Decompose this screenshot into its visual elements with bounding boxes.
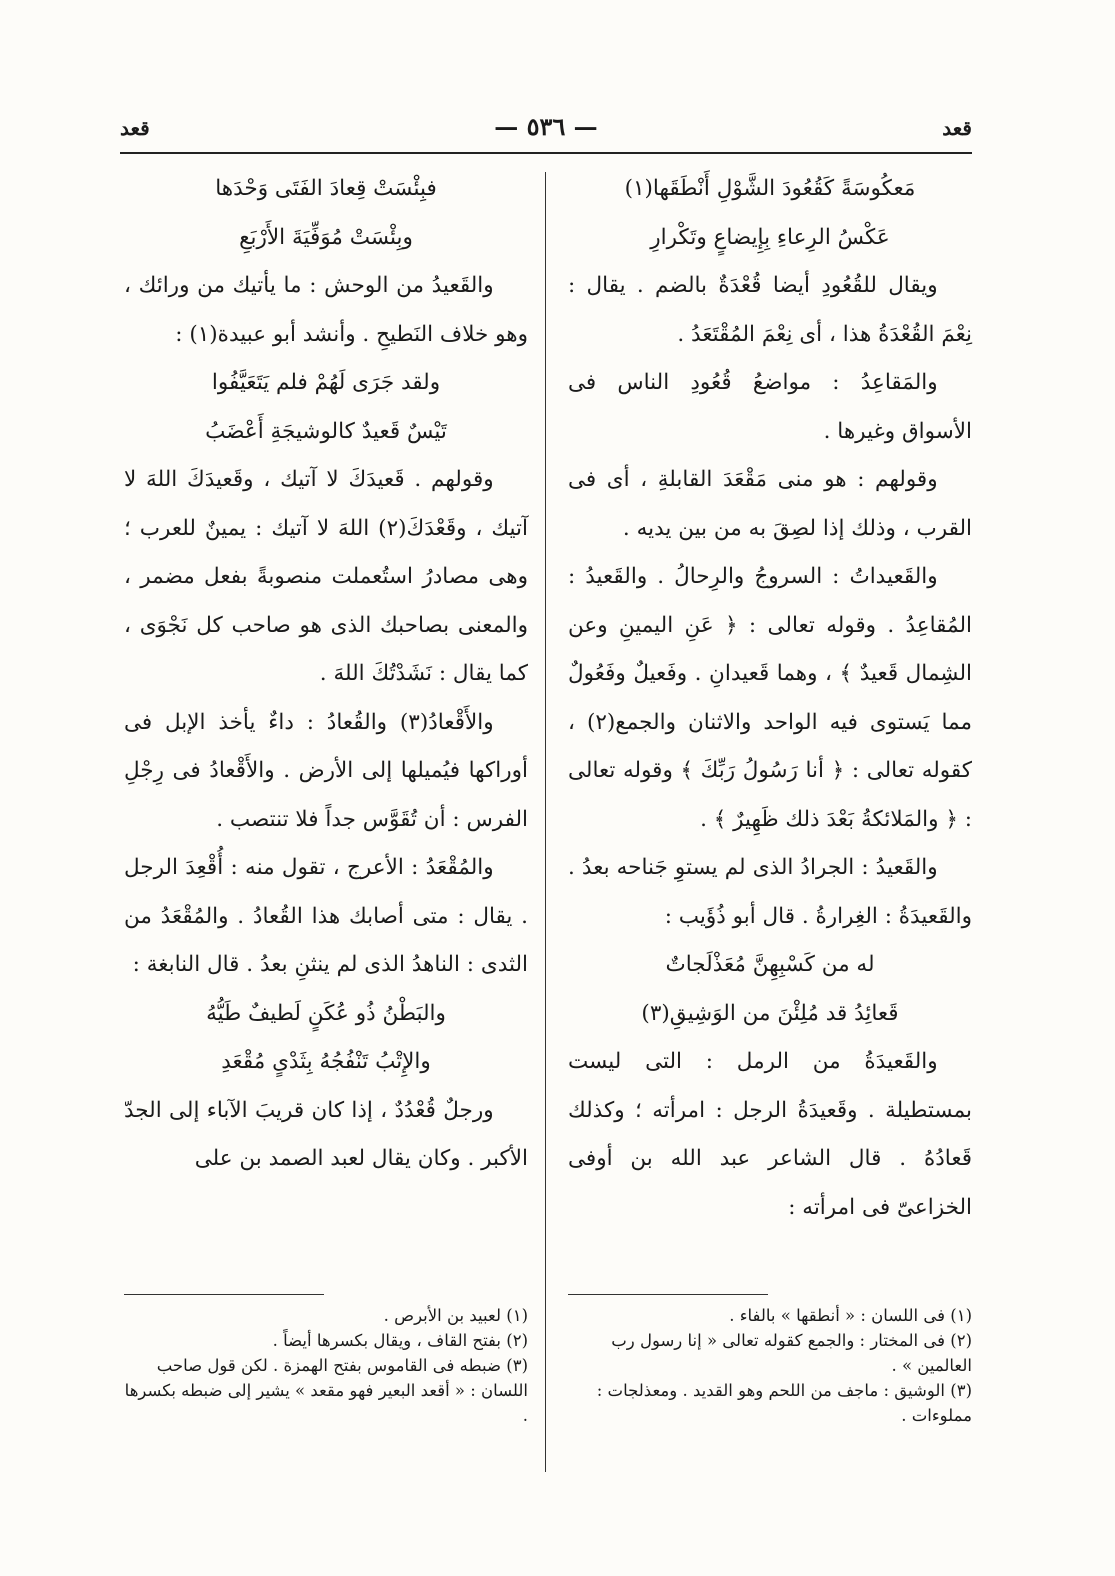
footnote: (٢) فى المختار : والجمع كقوله تعالى « إنا رسول رب العالمين » . — [611, 1331, 972, 1375]
verse-line: قَعائِدُ قد مُلِئْنَ من الوَشِيقِ(٣) — [641, 1000, 899, 1026]
right-column — [568, 165, 972, 1232]
entry-paragraph: والمُقْعَدُ : الأعرج ، تقول منه : أُقْعِدَ الرجل . يقال : متى أصابك هذا القُعادُ . والمُقْعَدُ من الثدى : الناهدُ الذى لم ينثنِ بعدُ . قال النابغة : — [124, 855, 528, 977]
entry-paragraph: وقولهم . قَعيدَكَ لا آتيك ، وقَعيدَكَ اللهَ لا آتيك ، وقَعْدَكَ(٢) اللهَ لا آتيك : يمينٌ للعرب ؛ وهى مصادرُ استُعملت منصوبةً بفعل مضمر ، والمعنى بصاحبك الذى هو صاحب كل نَجْوَى ، كما يقال : نَشَدْتُكَ اللهَ . — [124, 467, 528, 686]
verse-line: له من كَسْبِهِنَّ مُعَذْلَجاتٌ — [665, 952, 875, 977]
footnote: (٣) ضبطه فى القاموس بفتح الهمزة . لكن قول صاحب اللسان : « أقعد البعير فهو مقعد » يشير إلى ضبطه بكسرها . — [124, 1356, 528, 1425]
verse-line: وبِئْسَتْ مُوَفِّيَةَ الأَرْبَعِ — [239, 224, 413, 250]
right-footnotes — [568, 1294, 972, 1428]
entry-paragraph: والقَعيدُ : الجرادُ الذى لم يستوِ جَناحه بعدُ . والقَعيدَةُ : الغِرارةُ . قال أبو ذُؤَيب : — [568, 855, 972, 929]
entry-paragraph: ويقال للقُعُودِ أيضا قُعْدَةٌ بالضم . يقال : نِعْمَ القُعْدَةُ هذا ، أى نِعْمَ المُقْتَعَدُ . — [568, 273, 972, 347]
footnote-rule — [568, 1294, 768, 1295]
footnote: (٢) بفتح القاف ، ويقال بكسرها أيضاً . — [272, 1331, 528, 1350]
entry-paragraph: والقَعيدُ من الوحش : ما يأتيك من ورائك ، وهو خلاف النَطيحِ . وأنشد أبو عبيدة(١) : — [124, 273, 528, 347]
left-footnotes — [124, 1294, 528, 1428]
header-root-word-left: قعد — [120, 116, 150, 140]
entry-paragraph: ورجلٌ قُعْدُدٌ ، إذا كان قريبَ الآباء إلى الجدّ الأكبر . وكان يقال لعبد الصمد بن على — [124, 1097, 528, 1171]
footnote: (١) لعبيد بن الأبرص . — [383, 1306, 528, 1325]
verse-line: تَيْسٌ قَعيدٌ كالوشيجَةِ أَعْضَبُ — [205, 418, 447, 444]
verse-line: مَعكُوسَةً كَقُعُودَ الشَّوْلِ أَنْطَقَها(١) — [624, 176, 916, 201]
column-divider — [545, 172, 546, 1472]
header-root-word-right: قعد — [942, 116, 972, 140]
header-rule — [120, 152, 972, 154]
entry-paragraph: والمَقاعِدُ : مواضعُ قُعُودِ الناس فى الأسواق وغيرها . — [568, 370, 972, 444]
entry-paragraph: والقَعيداتُ : السروجُ والرِحالُ . والقَعيدُ : المُقاعِدُ . وقوله تعالى : ﴿ عَنِ اليمينِ وعن الشِمال قَعيدٌ ﴾ ، وهما قَعيدانِ . وفَعيلٌ وفَعُولٌ مما يَستوى فيه الواحد والاثنان والجمع(٢) ، كقوله تعالى : ﴿ أنا رَسُولُ رَبِّكَ ﴾ وقوله تعالى : ﴿ والمَلائكةُ بَعْدَ ذلك ظَهِيرٌ ﴾ . — [568, 564, 972, 832]
verse-line: ولقد جَرَى لَهُمْ فلم يَتَعَيَّفُوا — [211, 370, 441, 395]
footnote: (١) فى اللسان : « أنطقها » بالفاء . — [729, 1306, 972, 1325]
page-number: — ٥٣٦ — — [494, 112, 598, 141]
verse-line: عَكْسُ الرِعاءِ بِإِيضاعٍ وتَكْرارِ — [650, 224, 890, 250]
entry-paragraph: والقَعيدَةُ من الرمل : التى ليست بمستطيلة . وقَعيدَةُ الرجل : امرأته ؛ وكذلك قَعادُهُ . قال الشاعر عبد الله بن أوفى الخزاعىّ فى امرأته : — [568, 1049, 972, 1220]
verse-line: والبَطْنُ ذُو عُكَنٍ لَطيفٌ طَيُّهُ — [206, 1000, 446, 1026]
footnote-rule — [124, 1294, 324, 1295]
entry-paragraph: والأَقْعادُ(٣) والقُعادُ : داءٌ يأخذ الإبل فى أوراكها فيُميلها إلى الأرض . والأَقْعادُ فى رِجْلِ الفرس : أن تُقَوَّس جداً فلا تنتصب . — [124, 709, 528, 832]
footnote: (٣) الوشيق : ماجف من اللحم وهو القديد . ومعذلجات : مملوءات . — [596, 1381, 972, 1425]
left-column — [124, 165, 528, 1184]
verse-line: والإِتْبُ تَنْفُجُهُ بِثَدْىٍ مُقْعَدِ — [221, 1049, 431, 1074]
verse-line: فبِئْسَتْ قِعادَ الفَتَى وَحْدَها — [215, 176, 437, 201]
entry-paragraph: وقولهم : هو منى مَقْعَدَ القابلةِ ، أى فى القرب ، وذلك إذا لصِقَ به من بين يديه . — [568, 467, 972, 541]
page-header — [120, 112, 972, 156]
